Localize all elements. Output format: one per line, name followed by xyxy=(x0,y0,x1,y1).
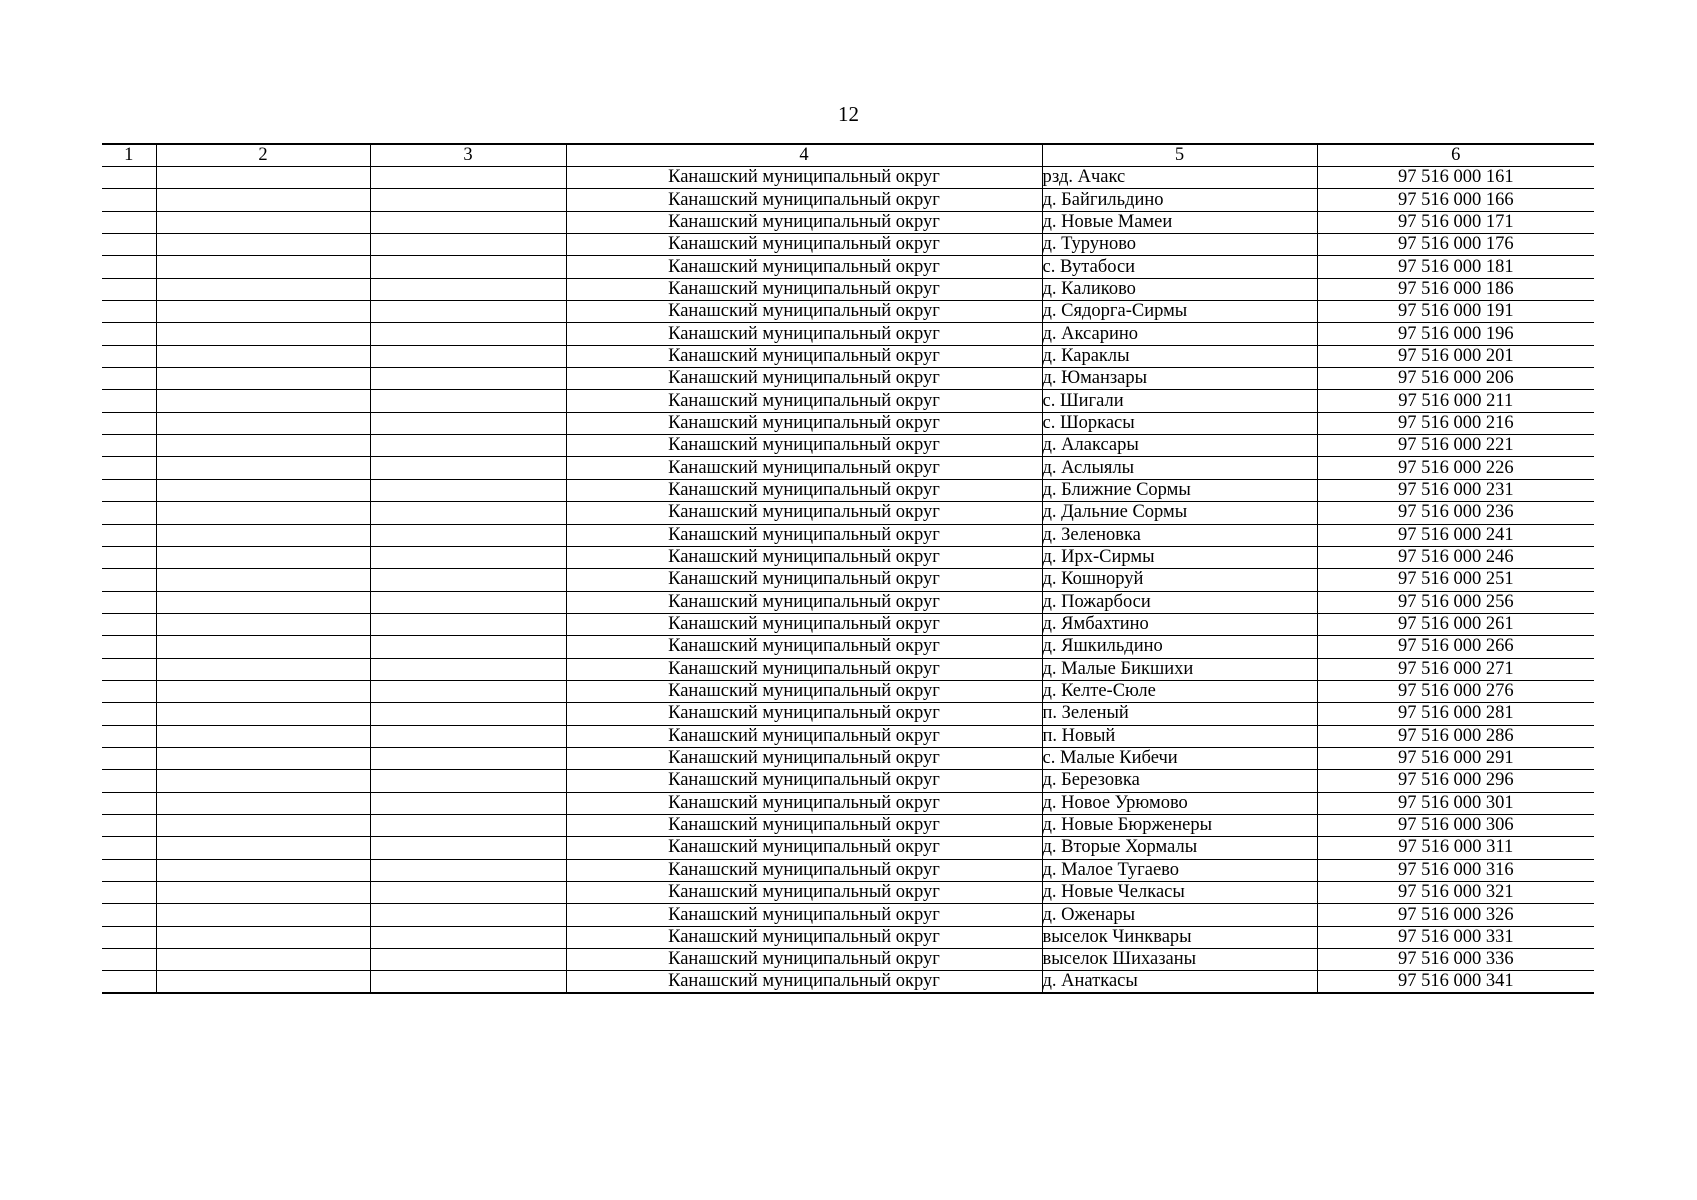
cell-settlement: с. Шоркасы xyxy=(1042,412,1317,434)
cell-settlement: д. Оженары xyxy=(1042,904,1317,926)
cell-col-3 xyxy=(370,725,566,747)
cell-settlement: д. Ирх-Сирмы xyxy=(1042,546,1317,568)
cell-municipality: Канашский муниципальный округ xyxy=(566,636,1042,658)
column-header-4: 4 xyxy=(566,144,1042,167)
cell-col-2 xyxy=(156,926,370,948)
cell-col-3 xyxy=(370,457,566,479)
cell-col-2 xyxy=(156,747,370,769)
table-row xyxy=(102,569,1594,591)
cell-municipality: Канашский муниципальный округ xyxy=(566,189,1042,211)
cell-settlement: с. Шигали xyxy=(1042,390,1317,412)
cell-municipality: Канашский муниципальный округ xyxy=(566,703,1042,725)
cell-municipality: Канашский муниципальный округ xyxy=(566,971,1042,994)
cell-settlement: д. Зеленовка xyxy=(1042,524,1317,546)
cell-col-3 xyxy=(370,636,566,658)
table-row xyxy=(102,926,1594,948)
cell-municipality: Канашский муниципальный округ xyxy=(566,725,1042,747)
cell-oktmo-code: 97 516 000 341 xyxy=(1317,971,1594,994)
cell-col-3 xyxy=(370,792,566,814)
cell-col-1 xyxy=(102,904,156,926)
cell-col-2 xyxy=(156,837,370,859)
cell-col-3 xyxy=(370,569,566,591)
cell-settlement: д. Каликово xyxy=(1042,278,1317,300)
cell-col-3 xyxy=(370,211,566,233)
cell-municipality: Канашский муниципальный округ xyxy=(566,524,1042,546)
cell-col-1 xyxy=(102,345,156,367)
cell-oktmo-code: 97 516 000 211 xyxy=(1317,390,1594,412)
cell-settlement: д. Караклы xyxy=(1042,345,1317,367)
cell-col-1 xyxy=(102,747,156,769)
cell-oktmo-code: 97 516 000 181 xyxy=(1317,256,1594,278)
cell-col-3 xyxy=(370,390,566,412)
cell-settlement: выселок Шихазаны xyxy=(1042,949,1317,971)
table-row xyxy=(102,524,1594,546)
table-row xyxy=(102,390,1594,412)
cell-col-3 xyxy=(370,479,566,501)
cell-col-1 xyxy=(102,591,156,613)
cell-oktmo-code: 97 516 000 281 xyxy=(1317,703,1594,725)
cell-municipality: Канашский муниципальный округ xyxy=(566,479,1042,501)
cell-oktmo-code: 97 516 000 241 xyxy=(1317,524,1594,546)
cell-oktmo-code: 97 516 000 316 xyxy=(1317,859,1594,881)
cell-settlement: д. Анаткасы xyxy=(1042,971,1317,994)
page-number: 12 xyxy=(838,102,859,126)
cell-col-3 xyxy=(370,747,566,769)
cell-oktmo-code: 97 516 000 336 xyxy=(1317,949,1594,971)
table-row xyxy=(102,770,1594,792)
registry-table-body xyxy=(102,144,1594,993)
table-row xyxy=(102,189,1594,211)
cell-settlement: выселок Чинквары xyxy=(1042,926,1317,948)
cell-settlement: д. Келте-Сюле xyxy=(1042,680,1317,702)
cell-oktmo-code: 97 516 000 296 xyxy=(1317,770,1594,792)
cell-municipality: Канашский муниципальный округ xyxy=(566,167,1042,189)
cell-col-3 xyxy=(370,613,566,635)
cell-col-2 xyxy=(156,502,370,524)
table-row xyxy=(102,636,1594,658)
cell-oktmo-code: 97 516 000 311 xyxy=(1317,837,1594,859)
table-row xyxy=(102,814,1594,836)
cell-col-2 xyxy=(156,323,370,345)
cell-col-2 xyxy=(156,368,370,390)
cell-col-2 xyxy=(156,390,370,412)
cell-col-1 xyxy=(102,971,156,994)
cell-oktmo-code: 97 516 000 216 xyxy=(1317,412,1594,434)
cell-col-3 xyxy=(370,591,566,613)
cell-col-1 xyxy=(102,546,156,568)
cell-municipality: Канашский муниципальный округ xyxy=(566,234,1042,256)
table-row xyxy=(102,211,1594,233)
cell-municipality: Канашский муниципальный округ xyxy=(566,859,1042,881)
cell-col-2 xyxy=(156,814,370,836)
cell-col-3 xyxy=(370,435,566,457)
cell-col-1 xyxy=(102,926,156,948)
cell-col-2 xyxy=(156,524,370,546)
cell-settlement: д. Юманзары xyxy=(1042,368,1317,390)
cell-municipality: Канашский муниципальный округ xyxy=(566,792,1042,814)
table-row xyxy=(102,435,1594,457)
table-row xyxy=(102,792,1594,814)
table-row xyxy=(102,882,1594,904)
table-row xyxy=(102,368,1594,390)
cell-oktmo-code: 97 516 000 191 xyxy=(1317,301,1594,323)
cell-col-1 xyxy=(102,234,156,256)
cell-municipality: Канашский муниципальный округ xyxy=(566,435,1042,457)
cell-col-1 xyxy=(102,658,156,680)
cell-municipality: Канашский муниципальный округ xyxy=(566,770,1042,792)
cell-col-1 xyxy=(102,613,156,635)
table-row xyxy=(102,256,1594,278)
cell-oktmo-code: 97 516 000 251 xyxy=(1317,569,1594,591)
cell-oktmo-code: 97 516 000 196 xyxy=(1317,323,1594,345)
table-row xyxy=(102,613,1594,635)
cell-oktmo-code: 97 516 000 206 xyxy=(1317,368,1594,390)
cell-col-2 xyxy=(156,636,370,658)
cell-municipality: Канашский муниципальный округ xyxy=(566,882,1042,904)
table-row xyxy=(102,278,1594,300)
cell-col-3 xyxy=(370,256,566,278)
cell-col-1 xyxy=(102,949,156,971)
cell-col-3 xyxy=(370,234,566,256)
table-row xyxy=(102,904,1594,926)
cell-settlement: д. Аслыялы xyxy=(1042,457,1317,479)
cell-col-1 xyxy=(102,368,156,390)
cell-col-3 xyxy=(370,167,566,189)
cell-municipality: Канашский муниципальный округ xyxy=(566,412,1042,434)
cell-oktmo-code: 97 516 000 201 xyxy=(1317,345,1594,367)
cell-settlement: д. Новые Бюрженеры xyxy=(1042,814,1317,836)
cell-oktmo-code: 97 516 000 291 xyxy=(1317,747,1594,769)
cell-col-1 xyxy=(102,725,156,747)
cell-settlement: рзд. Ачакс xyxy=(1042,167,1317,189)
cell-settlement: д. Сядорга-Сирмы xyxy=(1042,301,1317,323)
cell-municipality: Канашский муниципальный округ xyxy=(566,345,1042,367)
table-row xyxy=(102,949,1594,971)
cell-col-3 xyxy=(370,949,566,971)
cell-municipality: Канашский муниципальный округ xyxy=(566,301,1042,323)
cell-col-3 xyxy=(370,323,566,345)
table-row xyxy=(102,323,1594,345)
cell-col-2 xyxy=(156,770,370,792)
cell-col-2 xyxy=(156,792,370,814)
cell-col-3 xyxy=(370,368,566,390)
table-row xyxy=(102,479,1594,501)
cell-municipality: Канашский муниципальный округ xyxy=(566,211,1042,233)
table-row xyxy=(102,301,1594,323)
cell-col-2 xyxy=(156,234,370,256)
cell-col-2 xyxy=(156,904,370,926)
cell-col-2 xyxy=(156,278,370,300)
cell-col-1 xyxy=(102,256,156,278)
cell-municipality: Канашский муниципальный округ xyxy=(566,814,1042,836)
cell-settlement: с. Малые Кибечи xyxy=(1042,747,1317,769)
cell-col-2 xyxy=(156,301,370,323)
cell-col-3 xyxy=(370,814,566,836)
cell-municipality: Канашский муниципальный округ xyxy=(566,502,1042,524)
cell-oktmo-code: 97 516 000 246 xyxy=(1317,546,1594,568)
cell-municipality: Канашский муниципальный округ xyxy=(566,569,1042,591)
cell-col-2 xyxy=(156,613,370,635)
cell-col-2 xyxy=(156,680,370,702)
cell-col-1 xyxy=(102,301,156,323)
column-header-5: 5 xyxy=(1042,144,1317,167)
cell-settlement: д. Малое Тугаево xyxy=(1042,859,1317,881)
cell-oktmo-code: 97 516 000 266 xyxy=(1317,636,1594,658)
cell-col-3 xyxy=(370,412,566,434)
cell-col-1 xyxy=(102,882,156,904)
cell-col-1 xyxy=(102,770,156,792)
cell-col-1 xyxy=(102,837,156,859)
cell-col-1 xyxy=(102,636,156,658)
cell-col-2 xyxy=(156,658,370,680)
table-row xyxy=(102,234,1594,256)
cell-oktmo-code: 97 516 000 236 xyxy=(1317,502,1594,524)
cell-col-3 xyxy=(370,859,566,881)
cell-col-1 xyxy=(102,457,156,479)
cell-col-3 xyxy=(370,546,566,568)
table-row xyxy=(102,658,1594,680)
table-row xyxy=(102,457,1594,479)
cell-col-2 xyxy=(156,591,370,613)
cell-oktmo-code: 97 516 000 321 xyxy=(1317,882,1594,904)
table-row xyxy=(102,412,1594,434)
cell-municipality: Канашский муниципальный округ xyxy=(566,747,1042,769)
cell-oktmo-code: 97 516 000 186 xyxy=(1317,278,1594,300)
cell-oktmo-code: 97 516 000 171 xyxy=(1317,211,1594,233)
cell-municipality: Канашский муниципальный округ xyxy=(566,390,1042,412)
cell-col-2 xyxy=(156,457,370,479)
column-header-3: 3 xyxy=(370,144,566,167)
cell-oktmo-code: 97 516 000 231 xyxy=(1317,479,1594,501)
cell-col-2 xyxy=(156,479,370,501)
cell-oktmo-code: 97 516 000 271 xyxy=(1317,658,1594,680)
table-row xyxy=(102,859,1594,881)
cell-col-3 xyxy=(370,703,566,725)
cell-col-3 xyxy=(370,345,566,367)
table-row xyxy=(102,971,1594,994)
cell-settlement: д. Новые Мамеи xyxy=(1042,211,1317,233)
cell-col-2 xyxy=(156,971,370,994)
registry-table xyxy=(102,143,1594,994)
cell-settlement: д. Кошноруй xyxy=(1042,569,1317,591)
cell-col-3 xyxy=(370,926,566,948)
cell-col-2 xyxy=(156,569,370,591)
cell-settlement: д. Ближние Сормы xyxy=(1042,479,1317,501)
cell-settlement: д. Новое Урюмово xyxy=(1042,792,1317,814)
column-number-row xyxy=(102,144,1594,167)
cell-settlement: п. Новый xyxy=(1042,725,1317,747)
column-header-2: 2 xyxy=(156,144,370,167)
cell-col-2 xyxy=(156,345,370,367)
cell-oktmo-code: 97 516 000 326 xyxy=(1317,904,1594,926)
cell-col-2 xyxy=(156,256,370,278)
column-header-1: 1 xyxy=(102,144,156,167)
cell-col-3 xyxy=(370,770,566,792)
cell-col-3 xyxy=(370,658,566,680)
cell-col-3 xyxy=(370,278,566,300)
cell-oktmo-code: 97 516 000 221 xyxy=(1317,435,1594,457)
cell-col-1 xyxy=(102,680,156,702)
cell-col-1 xyxy=(102,189,156,211)
cell-settlement: д. Березовка xyxy=(1042,770,1317,792)
cell-settlement: д. Аксарино xyxy=(1042,323,1317,345)
cell-oktmo-code: 97 516 000 286 xyxy=(1317,725,1594,747)
cell-oktmo-code: 97 516 000 161 xyxy=(1317,167,1594,189)
cell-municipality: Канашский муниципальный округ xyxy=(566,278,1042,300)
cell-col-2 xyxy=(156,703,370,725)
cell-oktmo-code: 97 516 000 331 xyxy=(1317,926,1594,948)
cell-municipality: Канашский муниципальный округ xyxy=(566,591,1042,613)
cell-col-2 xyxy=(156,435,370,457)
cell-settlement: д. Яшкильдино xyxy=(1042,636,1317,658)
cell-col-1 xyxy=(102,278,156,300)
cell-col-2 xyxy=(156,725,370,747)
cell-col-2 xyxy=(156,859,370,881)
cell-oktmo-code: 97 516 000 301 xyxy=(1317,792,1594,814)
cell-col-3 xyxy=(370,680,566,702)
cell-col-1 xyxy=(102,502,156,524)
cell-settlement: д. Малые Бикшихи xyxy=(1042,658,1317,680)
table-row xyxy=(102,591,1594,613)
table-row xyxy=(102,747,1594,769)
table-row xyxy=(102,546,1594,568)
cell-oktmo-code: 97 516 000 261 xyxy=(1317,613,1594,635)
cell-municipality: Канашский муниципальный округ xyxy=(566,457,1042,479)
cell-col-3 xyxy=(370,837,566,859)
cell-municipality: Канашский муниципальный округ xyxy=(566,926,1042,948)
cell-col-3 xyxy=(370,882,566,904)
table-row xyxy=(102,680,1594,702)
cell-col-2 xyxy=(156,412,370,434)
cell-settlement: д. Алаксары xyxy=(1042,435,1317,457)
cell-col-1 xyxy=(102,479,156,501)
cell-settlement: с. Вутабоси xyxy=(1042,256,1317,278)
cell-col-1 xyxy=(102,412,156,434)
cell-settlement: д. Ямбахтино xyxy=(1042,613,1317,635)
cell-col-1 xyxy=(102,524,156,546)
table-row xyxy=(102,725,1594,747)
cell-col-1 xyxy=(102,814,156,836)
cell-municipality: Канашский муниципальный округ xyxy=(566,368,1042,390)
cell-col-1 xyxy=(102,435,156,457)
table-row xyxy=(102,502,1594,524)
cell-col-2 xyxy=(156,882,370,904)
cell-municipality: Канашский муниципальный округ xyxy=(566,546,1042,568)
cell-col-1 xyxy=(102,323,156,345)
cell-settlement: д. Новые Челкасы xyxy=(1042,882,1317,904)
cell-col-2 xyxy=(156,189,370,211)
cell-col-1 xyxy=(102,211,156,233)
cell-settlement: д. Пожарбоси xyxy=(1042,591,1317,613)
cell-col-1 xyxy=(102,703,156,725)
cell-oktmo-code: 97 516 000 306 xyxy=(1317,814,1594,836)
cell-municipality: Канашский муниципальный округ xyxy=(566,256,1042,278)
cell-col-3 xyxy=(370,524,566,546)
cell-col-3 xyxy=(370,971,566,994)
cell-col-1 xyxy=(102,390,156,412)
cell-settlement: д. Туруново xyxy=(1042,234,1317,256)
cell-settlement: д. Вторые Хормалы xyxy=(1042,837,1317,859)
cell-col-3 xyxy=(370,502,566,524)
column-header-6: 6 xyxy=(1317,144,1594,167)
cell-municipality: Канашский муниципальный округ xyxy=(566,613,1042,635)
table-row xyxy=(102,345,1594,367)
cell-col-3 xyxy=(370,904,566,926)
cell-col-1 xyxy=(102,859,156,881)
cell-settlement: п. Зеленый xyxy=(1042,703,1317,725)
cell-oktmo-code: 97 516 000 276 xyxy=(1317,680,1594,702)
cell-oktmo-code: 97 516 000 256 xyxy=(1317,591,1594,613)
cell-col-3 xyxy=(370,301,566,323)
cell-settlement: д. Дальние Сормы xyxy=(1042,502,1317,524)
cell-municipality: Канашский муниципальный округ xyxy=(566,680,1042,702)
cell-col-1 xyxy=(102,792,156,814)
cell-col-2 xyxy=(156,546,370,568)
cell-col-3 xyxy=(370,189,566,211)
cell-oktmo-code: 97 516 000 166 xyxy=(1317,189,1594,211)
cell-col-1 xyxy=(102,167,156,189)
cell-oktmo-code: 97 516 000 176 xyxy=(1317,234,1594,256)
cell-col-2 xyxy=(156,211,370,233)
cell-settlement: д. Байгильдино xyxy=(1042,189,1317,211)
cell-municipality: Канашский муниципальный округ xyxy=(566,323,1042,345)
cell-municipality: Канашский муниципальный округ xyxy=(566,837,1042,859)
cell-col-1 xyxy=(102,569,156,591)
cell-municipality: Канашский муниципальный округ xyxy=(566,949,1042,971)
cell-municipality: Канашский муниципальный округ xyxy=(566,658,1042,680)
cell-col-2 xyxy=(156,949,370,971)
cell-oktmo-code: 97 516 000 226 xyxy=(1317,457,1594,479)
table-row xyxy=(102,703,1594,725)
cell-municipality: Канашский муниципальный округ xyxy=(566,904,1042,926)
cell-col-2 xyxy=(156,167,370,189)
table-row xyxy=(102,167,1594,189)
table-row xyxy=(102,837,1594,859)
